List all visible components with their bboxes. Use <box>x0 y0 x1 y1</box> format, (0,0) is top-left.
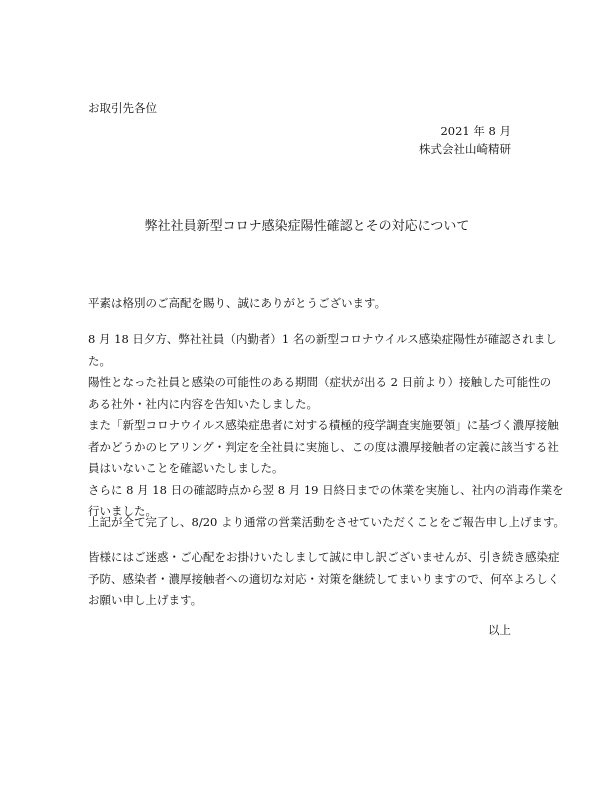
paragraph-line: お願い申し上げます。 <box>88 593 203 607</box>
resumption-paragraph <box>88 512 566 534</box>
paragraph-line: 8 月 18 日夕方、弊社社員（内勤者）1 名の新型コロナウイルス感染症陽性が確認されまし <box>88 332 557 346</box>
addressee: お取引先各位 <box>88 101 157 115</box>
apology-paragraph <box>88 547 560 612</box>
paragraph-line: 上記が全て完了し、8/20 より通常の営業活動をさせていただくことをご報告申し上げます。 <box>88 515 566 529</box>
paragraph-line: 員はいないことを確認いたしました。 <box>88 461 284 475</box>
greeting-paragraph <box>88 293 528 315</box>
paragraph-line: 予防、感染者・濃厚接触者への適切な対応・対策を継続してまいりますので、何卒よろしく <box>88 571 560 586</box>
letter-title: 弊社社員新型コロナ感染症陽性確認とその対応について <box>144 219 470 234</box>
closing-mark: 以上 <box>488 623 511 637</box>
paragraph-line: た。 <box>88 353 111 368</box>
paragraph-line: さらに 8 月 18 日の確認時点から翌 8 月 19 日終日までの休業を実施し、社内の消毒作業を <box>88 482 564 497</box>
paragraph-line: 平素は格別のご高配を賜り、誠にありがとうございます。 <box>88 296 387 310</box>
paragraph-line: 者かどうかのヒアリング・判定を全社員に実施し、この度は濃厚接触者の定義に該当する社 <box>88 439 559 454</box>
company-name: 株式会社山崎精研 <box>419 142 511 156</box>
letter-date: 2021 年 8 月 <box>440 124 511 138</box>
report-paragraph <box>88 329 564 523</box>
sender-block <box>419 122 511 158</box>
paragraph-line: 行いました。 <box>88 504 157 518</box>
paragraph-line: ある社外・社内に内容を告知いたしました。 <box>88 396 318 411</box>
paragraph-line: 陽性となった社員と感染の可能性のある期間（症状が出る 2 日前より）接触した可能性の <box>88 375 552 389</box>
paragraph-line: 皆様にはご迷惑・ご心配をお掛けいたしまして誠に申し訳ございませんが、引き続き感染症 <box>88 550 560 564</box>
paragraph-line: また「新型コロナウイルス感染症患者に対する積極的疫学調査実施要領」に基づく濃厚接触 <box>88 418 559 432</box>
